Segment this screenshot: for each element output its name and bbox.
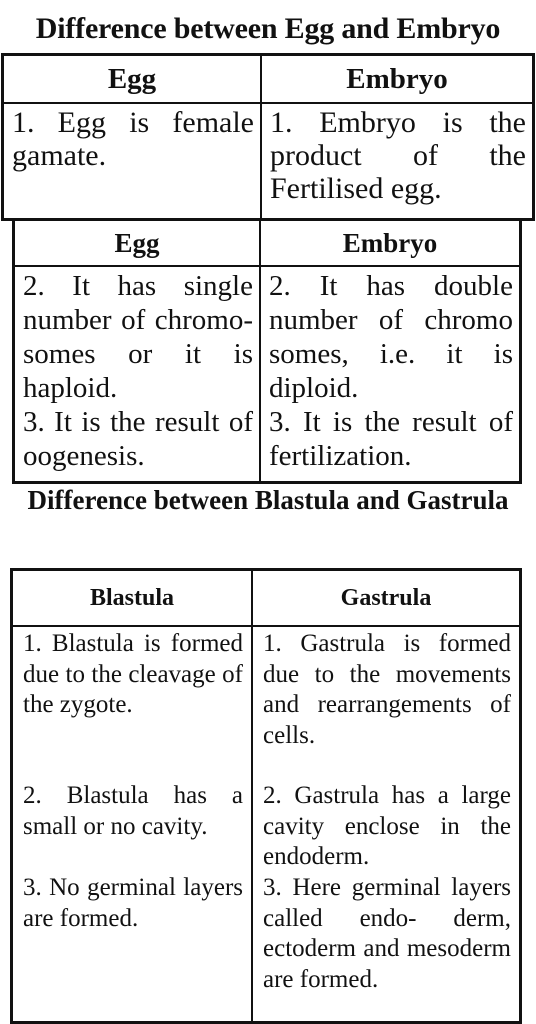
table-row	[14, 266, 521, 483]
cell-point-3: 3. It is the result of oogenesis.	[23, 406, 253, 472]
section-1-title: Difference between Egg and Embryo	[35, 12, 501, 45]
section-2-title: Difference between Blastula and Gastrula	[27, 485, 509, 515]
cell-point-1: 1. Gastrula is formed due to the movements and rearrangements of cells.	[263, 630, 511, 749]
cell-point-2: 2. It has single number of chromo- somes or it is haploid.	[23, 270, 253, 404]
table-cell-embryo	[260, 266, 521, 483]
column-header-blastula: Blastula	[12, 570, 253, 627]
table-header-row	[14, 220, 521, 267]
column-header-embryo: Embryo	[260, 220, 521, 267]
cell-point-2: 2. Gastrula has a large cavity enclose in the endoderm.	[263, 782, 511, 870]
table-row	[3, 103, 534, 220]
egg-embryo-table-2	[12, 218, 522, 484]
table-header-row	[12, 570, 521, 627]
table-cell-egg: 1. Egg is female gamate.	[3, 103, 262, 220]
blastula-gastrula-table	[10, 568, 522, 1024]
cell-point-2: 2. It has double number of chromo somes, i.e. it is diploid.	[269, 270, 513, 404]
cell-point-3: 3. It is the result of fertilization.	[269, 406, 513, 472]
table-header-row	[3, 55, 534, 104]
column-header-egg: Egg	[14, 220, 261, 267]
column-header-embryo: Embryo	[261, 55, 534, 104]
cell-point-2: 2. Blastula has a small or no cavity.	[23, 782, 243, 840]
table-cell-egg	[14, 266, 261, 483]
cell-point-3: 3. Here germinal layers called endo- derm, ectoderm and mesoderm are formed.	[263, 874, 511, 993]
table-cell-blastula	[12, 626, 253, 1023]
egg-embryo-table-1	[1, 53, 535, 221]
table-cell-embryo: 1. Embryo is the product of the Fertilised egg.	[261, 103, 534, 220]
table-row	[12, 626, 521, 1023]
cell-point-3: 3. No germinal layers are formed.	[23, 874, 243, 932]
cell-point-1: 1. Blastula is formed due to the cleavage of the zygote.	[23, 630, 243, 718]
column-header-egg: Egg	[3, 55, 262, 104]
column-header-gastrula: Gastrula	[252, 570, 521, 627]
table-cell-gastrula	[252, 626, 521, 1023]
